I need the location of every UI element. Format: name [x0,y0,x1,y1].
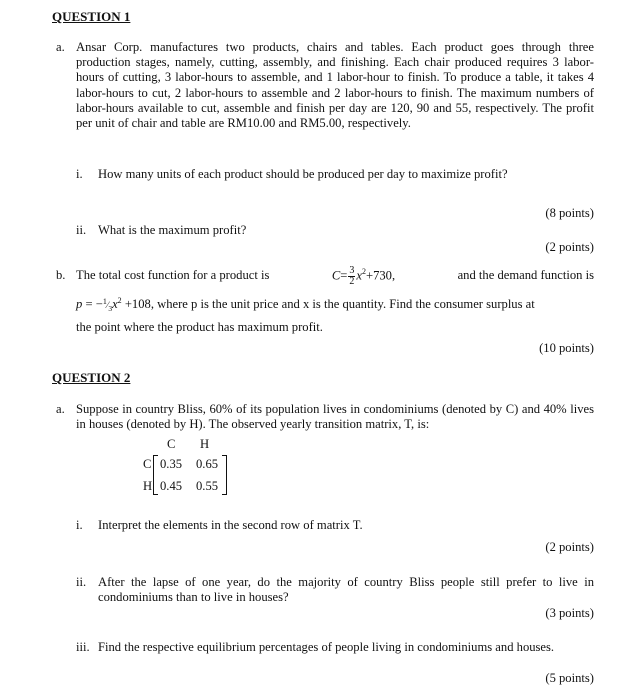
q1-part-a-text: Ansar Corp. manufactures two products, chairs and tables. Each product goes through three production stages, namely, cutting, assembly, and finishing. Each chair produced requires 3 labor-hours of cutting, 3 labor-hours to assemble, and 1 labor-hour to finish. To produce a table, it takes 4 labor-hours to cut, 2 labor-hours to assemble and 2 labor-hours to finish. The maximum numbers of labor-hours available to cut, assemble and finish per day are 120, 90 and 55, respectively. The profit per unit of chair and table are RM10.00 and RM5.00, respectively. [76,40,594,131]
cost-fraction-numerator: 3 [349,264,355,276]
demand-coef-den: 3 [108,303,113,313]
q2-a-i-points: (2 points) [545,540,594,554]
matrix-right-bracket [222,455,227,495]
demand-lhs: p [76,297,83,311]
q1-a-ii-label: ii. [76,223,87,237]
matrix-cell: 0.55 [196,479,219,493]
question-2-heading: QUESTION 2 [52,370,131,385]
q2-a-iii-label: iii. [76,640,90,654]
q1-b-line-1-pre: The total cost function for a product is [76,268,270,283]
q1-b-line-1-post: and the demand function is [457,268,594,283]
matrix-cell: 0.45 [160,479,183,493]
q1-a-ii-points: (2 points) [545,240,594,254]
q2-a-iii-points: (5 points) [545,671,594,685]
demand-coef: 1 [102,297,107,306]
matrix-col-header-c: C [167,437,176,451]
cost-fraction [348,266,355,287]
q1-part-a-label: a. [56,40,65,54]
matrix-row-header-c: C [143,457,152,471]
q1-b-line-2 [76,297,594,316]
q1-b-points: (10 points) [539,341,594,355]
q2-part-a-text: Suppose in country Bliss, 60% of its population lives in condominiums (denoted by C) and 40% lives in houses (denoted by H). The observed yearly transition matrix, T, is: [76,402,594,432]
q2-a-ii-text: After the lapse of one year, do the majority of country Bliss people still prefer to live in condominiums than to live in houses? [98,575,594,605]
q2-a-i-label: i. [76,518,83,532]
matrix-row-header-h: H [143,479,153,493]
matrix-col-header-h: H [200,437,210,451]
q2-a-ii-label: ii. [76,575,87,589]
matrix-cell: 0.35 [160,457,183,471]
q2-a-iii-text: Find the respective equilibrium percentages of people living in condominiums and houses. [98,640,555,654]
q1-b-line-3: the point where the product has maximum profit. [76,320,323,334]
q2-part-a-label: a. [56,402,65,416]
cost-function: C= $\frac{3}{2}$ $x^2+730$, [331,264,396,287]
q1-a-i-points: (8 points) [545,206,594,220]
demand-rest: +108 [124,297,151,311]
q1-b-line-1 [76,262,594,290]
cost-rest: +730, [365,267,396,282]
q1-a-ii-text: What is the maximum profit? [98,223,247,237]
demand-function: $p = -^1⁄_3x^2 +108$ [76,295,151,313]
q1-a-i-label: i. [76,167,83,181]
cost-lhs: C [331,267,341,282]
matrix-left-bracket [153,455,158,495]
question-1-heading: QUESTION 1 [52,9,131,24]
q1-b-line-2-post: , where p is the unit price and x is the quantity. Find the consumer surplus at [150,297,535,311]
matrix-cell: 0.65 [196,457,219,471]
cost-fraction-denominator: 2 [349,275,355,287]
q2-a-ii-points: (3 points) [545,606,594,620]
q2-a-i-text: Interpret the elements in the second row of matrix T. [98,518,363,532]
q1-part-b-label: b. [56,268,66,282]
q1-a-i-text: How many units of each product should be produced per day to maximize profit? [98,167,508,181]
